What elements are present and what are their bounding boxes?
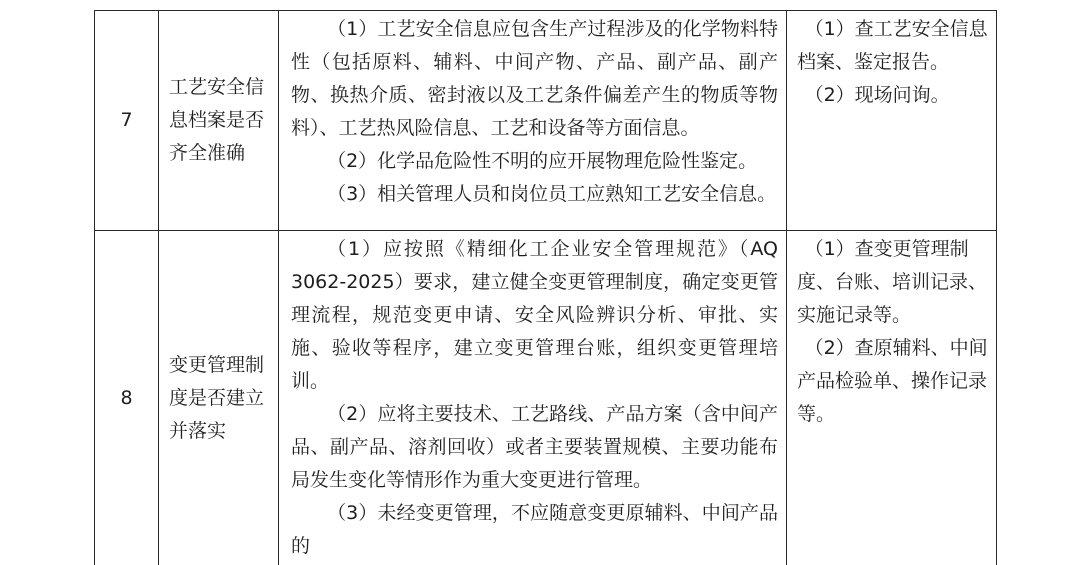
check-item: 变更管理制度是否建立并落实 [159,231,279,565]
method-text: （2）现场问询。 [797,79,990,112]
table-row [95,11,997,231]
requirements-cell [279,231,787,565]
table-row [95,231,997,565]
requirement-text: （3）未经变更管理，不应随意变更原辅料、中间产品的 [291,497,778,563]
requirement-text: （2）应将主要技术、工艺路线、产品方案（含中间产品、副产品、溶剂回收）或者主要装置规模、主要功能布局发生变化等情形作为重大变更进行管理。 [291,398,778,497]
requirement-text: （3）相关管理人员和岗位员工应熟知工艺安全信息。 [291,178,778,211]
method-text: （1）查变更管理制度、台账、培训记录、实施记录等。 [797,233,990,332]
checklist-table [94,10,997,565]
method-text: （2）查原辅料、中间产品检验单、操作记录等。 [797,332,990,431]
check-item: 工艺安全信息档案是否齐全准确 [159,11,279,231]
row-number: 8 [95,231,159,565]
requirements-cell [279,11,787,231]
row-number: 7 [95,11,159,231]
requirement-text: （2）化学品危险性不明的应开展物理危险性鉴定。 [291,145,778,178]
methods-cell [787,11,997,231]
method-text: （1）查工艺安全信息档案、鉴定报告。 [797,13,990,79]
methods-cell [787,231,997,565]
requirement-text: （1）应按照《精细化工企业安全管理规范》（AQ 3062-2025）要求，建立健全变更管理制度，确定变更管理流程，规范变更申请、安全风险辨识分析、审批、实施、验收等程序，建立变更管理台账，组织变更管理培训。 [291,233,778,398]
requirement-text: （1）工艺安全信息应包含生产过程涉及的化学物料特性（包括原料、辅料、中间产物、产品、副产品、副产物、换热介质、密封液以及工艺条件偏差产生的物质等物料）、工艺热风险信息、工艺和设备等方面信息。 [291,13,778,145]
